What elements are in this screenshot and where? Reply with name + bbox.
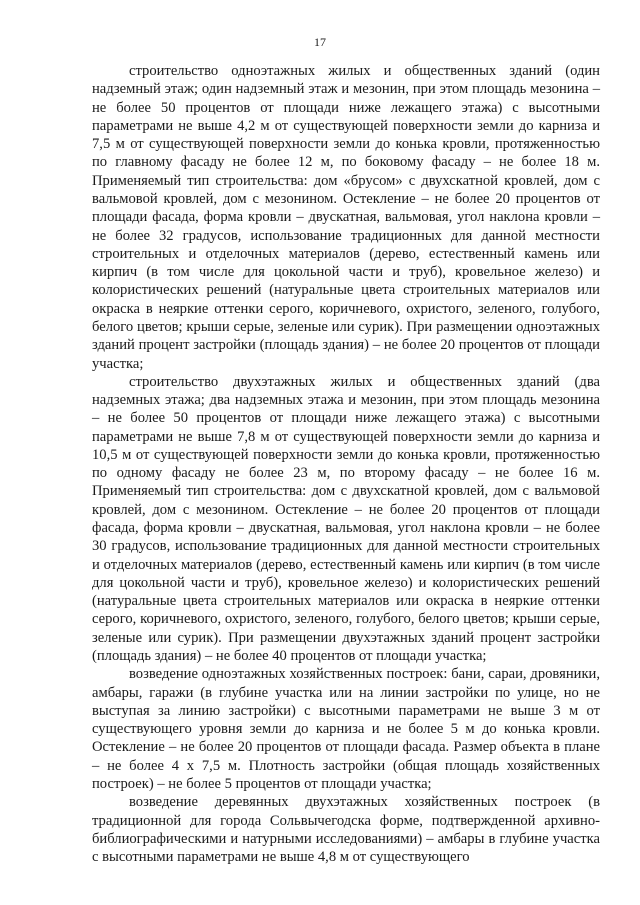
- page-number: 17: [314, 35, 326, 49]
- document-body: [92, 62, 600, 866]
- paragraph-two-story-wooden-outbuildings: возведение деревянных двухэтажных хозяйственных построек (в традиционной для города Сольвычегодска форме, подтвержденной архивно-библиографическими и натурными исследованиями) – амбары в глубине участка с высотными параметрами не выше 4,8 м от существующего: [92, 794, 600, 866]
- paragraph-two-story-buildings: строительство двухэтажных жилых и общественных зданий (два надземных этажа; два надземных этажа и мезонин, при этом площадь мезонина – не более 50 процентов от площади ниже лежащего этажа) с высотными параметрами не выше 7,8 м от существующей поверхности земли до карниза и 10,5 м от существующей поверхности земли до конька кровли, протяженностью по одному фасаду не более 23 м, по второму фасаду – не более 16 м. Применяемый тип строительства: дом с двухскатной кровлей, дом с вальмовой кровлей, дом с мезонином. Остекление – не более 20 процентов от площади фасада, форма кровли – двускатная, вальмовая, угол наклона кровли – не более 30 градусов, использование традиционных для данной местности строительных и отделочных материалов (дерево, естественный камень или кирпич (в том числе для цокольной части и труб), кровельное железо) и колористических решений (натуральные цвета строительных материалов или окраска в неяркие оттенки серого, коричневого, охристого, зеленого, голубого, белого цветов; крыши серые, зеленые или сурик). При размещении двухэтажных зданий процент застройки (площадь здания) – не более 40 процентов от площади участка;: [92, 373, 600, 664]
- paragraph-one-story-buildings: строительство одноэтажных жилых и общественных зданий (один надземный этаж; один надземный этаж и мезонин, при этом площадь мезонина – не более 50 процентов от площади ниже лежащего этажа) с высотными параметрами не выше 4,2 м от существующей поверхности земли до карниза и 7,5 м от существующей поверхности земли до конька кровли, протяженностью по главному фасаду не более 12 м, по боковому фасаду – не более 18 м. Применяемый тип строительства: дом «брусом» с двухскатной кровлей, дом с вальмовой кровлей, дом с мезонином. Остекление – не более 20 процентов от площади фасада, форма кровли – двускатная, вальмовая, угол наклона кровли – не более 32 градусов, использование традиционных для данной местности строительных и отделочных материалов (дерево, естественный камень или кирпич (в том числе для цокольной части и труб), кровельное железо) и колористических решений (натуральные цвета строительных материалов или окраска в неяркие оттенки серого, коричневого, охристого, зеленого, голубого, белого цветов; крыши серые, зеленые или сурик). При размещении одноэтажных зданий процент застройки (площадь здания) – не более 20 процентов от площади участка;: [92, 63, 600, 372]
- paragraph-one-story-outbuildings: возведение одноэтажных хозяйственных построек: бани, сараи, дровяники, амбары, гаражи (в глубине участка или на линии застройки по улице, но не выступая за линию застройки) с высотными параметрами не выше 3 м от существующего уровня земли до карниза и не более 5 м до конька кровли. Остекление – не более 20 процентов от площади фасада. Размер объекта в плане – не более 4 х 7,5 м. Плотность застройки (общая площадь хозяйственных построек) – не более 5 процентов от площади участка;: [92, 666, 600, 792]
